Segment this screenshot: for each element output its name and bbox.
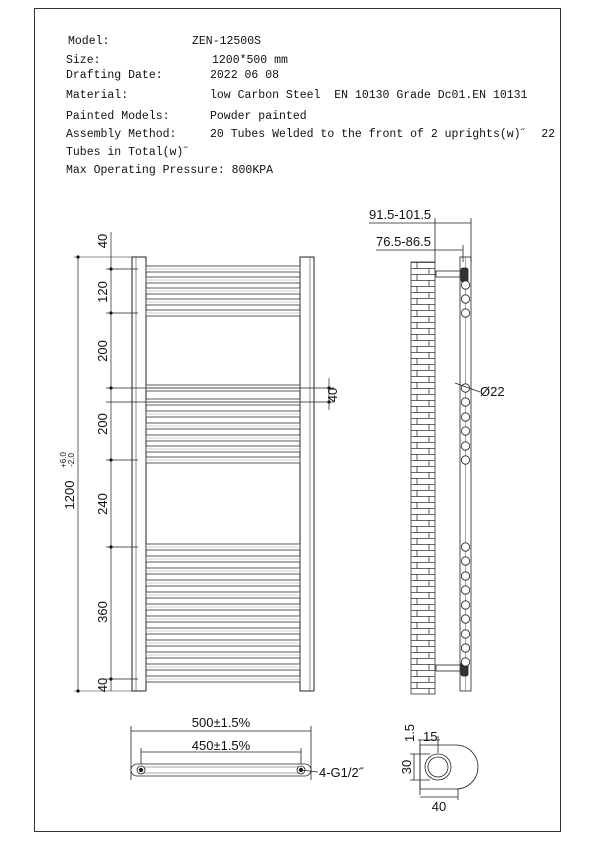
dim-detail-40: 40: [431, 799, 447, 814]
dim-overall-width: 500±1.5%: [191, 715, 251, 730]
assembly-method-continued: Tubes in Total(w)˝: [66, 146, 191, 159]
dim-gap-200-a: 200: [95, 340, 110, 362]
tube-section-18: [461, 658, 469, 666]
tube-section-9: [461, 456, 469, 464]
dim-connection: 4-G1/2˝: [319, 765, 364, 780]
right-upright: [300, 257, 314, 691]
drafting-date-label: Drafting Date:: [66, 69, 163, 82]
assembly-method-label: Assembly Method:: [66, 128, 177, 141]
tube-section-12: [461, 572, 469, 580]
front-view: [74, 232, 334, 693]
tube-section-2: [461, 295, 469, 303]
tube-section-13: [461, 586, 469, 594]
tube-section-14: [461, 601, 469, 609]
bracket-detail: [410, 736, 478, 800]
size-label: Size:: [66, 54, 101, 67]
horizontal-tubes: [146, 266, 300, 682]
side-view: [369, 218, 480, 694]
dim-total-tol-plus: +6.0: [59, 452, 68, 468]
dim-gap-200-b: 200: [95, 413, 110, 435]
dim-top-gap: 40: [95, 233, 110, 249]
material-value: low Carbon Steel EN 10130 Grade Dc01.EN 10131: [210, 89, 528, 102]
tube-section-7: [461, 427, 469, 435]
dim-outer-depth: 91.5-101.5: [369, 207, 432, 222]
dim-center-width: 450±1.5%: [191, 738, 251, 753]
left-upright: [132, 257, 146, 691]
dim-detail-15: 15: [423, 729, 438, 744]
top-bracket: [436, 271, 460, 277]
model-value: ZEN-12500S: [192, 35, 262, 48]
dim-total-height: 1200: [62, 480, 77, 510]
tube-section-3: [461, 309, 469, 317]
dim-detail-1-5: 1.5: [402, 723, 417, 743]
dim-tube-spacing: 40: [325, 387, 340, 403]
tube-section-17: [461, 644, 469, 652]
dim-gap-240: 240: [95, 493, 110, 515]
painted-models-label: Painted Models:: [66, 110, 170, 123]
tube-section-10: [461, 543, 469, 551]
tube-section-15: [461, 615, 469, 623]
max-pressure: Max Operating Pressure: 800KPA: [66, 164, 274, 177]
tube-section-6: [461, 413, 469, 421]
dim-gap-360: 360: [95, 601, 110, 623]
model-label: Model:: [68, 35, 110, 48]
material-label: Material:: [66, 89, 129, 102]
bottom-view: [131, 726, 318, 780]
dim-inner-depth: 76.5-86.5: [376, 234, 431, 249]
assembly-method-value: 20 Tubes Welded to the front of 2 uprights(w)˝ 22: [210, 128, 556, 141]
bottom-bracket: [436, 665, 460, 671]
dim-total-tol-minus: -2.0: [67, 453, 76, 467]
drafting-date-value: 2022 06 08: [210, 69, 280, 82]
size-value: 1200*500 mm: [212, 54, 288, 67]
dim-gap-120: 120: [95, 281, 110, 303]
dim-bottom-gap: 40: [95, 677, 110, 693]
dim-detail-30: 30: [399, 759, 414, 775]
painted-models-value: Powder painted: [210, 110, 307, 123]
tube-section-8: [461, 442, 469, 450]
tube-section-5: [461, 398, 469, 406]
wall-hatch: [411, 262, 435, 694]
dim-tube-diameter: Ø22: [480, 384, 505, 399]
tube-section-16: [461, 630, 469, 638]
tube-section-1: [461, 281, 469, 289]
tube-section-11: [461, 557, 469, 565]
bottom-bar: [131, 764, 311, 776]
